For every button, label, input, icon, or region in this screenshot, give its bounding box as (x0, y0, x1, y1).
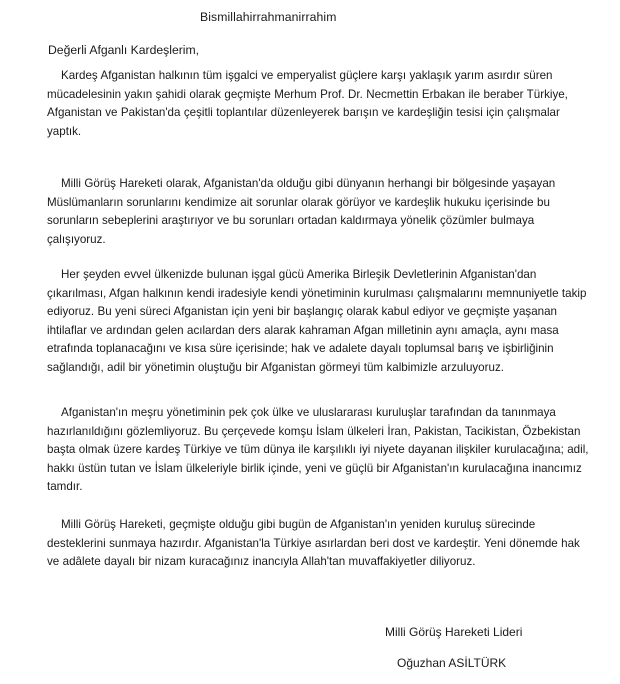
salutation: Değerli Afganlı Kardeşlerim, (48, 43, 200, 57)
paragraph-2: Milli Görüş Hareketi olarak, Afganistan'da olduğu gibi dünyanın herhangi bir bölgesinde yaşayan Müslümanların sorunlarını kendimize ait sorunlar olarak görüyor ve kardeşlik hukuku içerisinde bu sorunların sebeplerini araştırıyor ve bu sorunları ortadan kaldırmaya yönelik çözümler bulmaya çalışıyoruz. (47, 177, 556, 246)
paragraph-5: Milli Görüş Hareketi, geçmişte olduğu gibi bugün de Afganistan'ın yeniden kuruluş sürecinde desteklerini sunmaya hazırdır. Afganistan'la Türkiye asırlardan beri dost ve kardeştir. Yeni dönemde hak ve adâlete dayalı bir nizam kuracağınız inancıyla Allah'tan muvaffakiyetler diliyoruz. (47, 518, 580, 569)
paragraph-3: Her şeyden evvel ülkenizde bulunan işgal gücü Amerika Birleşik Devletlerinin Afganistan'dan çıkarılması, Afgan halkının kendi iradesiyle kendi yönetiminin kurulması çalışmalarını memnuniyetle takip ediyoruz. Bu yeni süreci Afganistan için yeni bir başlangıç olarak kabul ediyor ve geçmişte yaşanan ihtilaflar ve ardından gelen acılardan ders alarak kahraman Afgan milletinin aynı amaçla, aynı masa etrafında toplanacağını ve kısa süre içerisinde; hak ve adalete dayalı toplumsal barış ve işbirliğinin sağlandığı, adil bir yönetimin oluştuğu bir Afganistan görmeyi tüm kalbimizle arzuluyoruz. (47, 268, 587, 374)
signature-title: Milli Görüş Hareketi Lideri (385, 625, 523, 639)
signature-name: Oğuzhan ASİLTÜRK (397, 656, 507, 670)
paragraph-1: Kardeş Afganistan halkının tüm işgalci ve emperyalist güçlere karşı yaklaşık yarım asırdır süren mücadelesinin yakın şahidi olarak geçmişte Merhum Prof. Dr. Necmettin Erbakan ile beraber Türkiye, Afganistan ve Pakistan'da çeşitli toplantılar düzenleyerek barışın ve kardeşliğin tesisi için çalışmalar yaptık. (47, 69, 568, 138)
letter-heading: Bismillahirrahmanirrahim (200, 10, 337, 24)
paragraph-4: Afganistan'ın meşru yönetiminin pek çok ülke ve uluslararası kuruluşlar tarafından da tanınmaya hazırlanıldığını gözlemliyoruz. Bu çerçevede komşu İslam ülkeleri İran, Pakistan, Tacikistan, Özbekistan başta olmak üzere kardeş Türkiye ve tüm dünya ile karşılıklı iyi niyete dayanan ilişkiler kurulacağına; adil, hakkı üstün tutan ve İslam ülkeleriyle birlik içinde, yeni ve güçlü bir Afganistan'ın kurulacağına inancımız tamdır. (47, 406, 589, 494)
